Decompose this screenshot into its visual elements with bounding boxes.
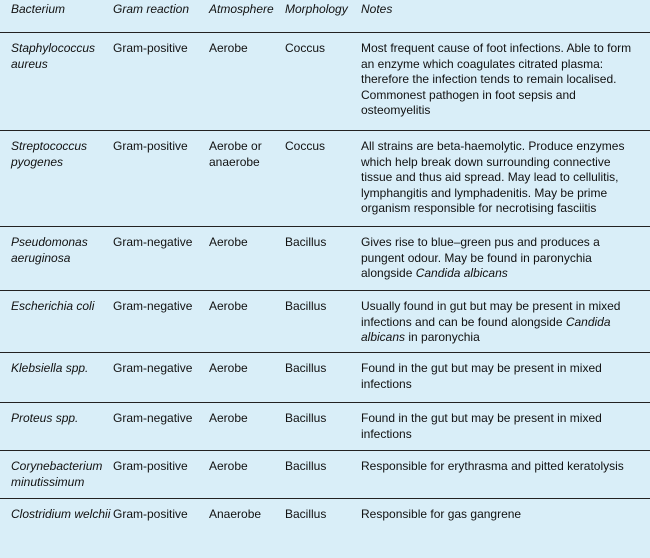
table-row: [0, 131, 650, 227]
table-row: [0, 451, 650, 499]
cell-gram: Gram-negative: [113, 299, 193, 313]
notes-text: Gives rise to blue–green pus and produces a pungent odour. May be found in paronychia alongside: [361, 235, 600, 281]
header-notes: Notes: [361, 0, 650, 33]
header-morphology: Morphology: [285, 0, 361, 33]
cell-atmosphere: Aerobe or anaerobe: [209, 139, 262, 169]
cell-notes: Responsible for erythrasma and pitted keratolysis: [361, 459, 624, 473]
header-gram-reaction: Gram reaction: [113, 0, 209, 33]
notes-organism-name: Candida albicans: [415, 266, 508, 281]
cell-atmosphere: Aerobe: [209, 235, 248, 249]
cell-gram: Gram-negative: [113, 411, 193, 425]
cell-atmosphere: Anaerobe: [209, 507, 262, 521]
cell-atmosphere: Aerobe: [209, 41, 248, 55]
cell-morphology: Bacillus: [285, 507, 327, 521]
cell-notes: Found in the gut but may be present in mixed infections: [361, 411, 602, 441]
cell-bacterium: Staphylococcus aureus: [11, 41, 96, 71]
table-row: [0, 403, 650, 451]
table-row: [0, 33, 650, 131]
header-row: [0, 0, 650, 33]
cell-gram: Gram-positive: [113, 139, 188, 153]
cell-gram: Gram-positive: [113, 459, 188, 473]
cell-morphology: Bacillus: [285, 411, 327, 425]
cell-bacterium: Clostridium welchii: [11, 507, 111, 521]
table-row: [0, 353, 650, 403]
cell-morphology: Bacillus: [285, 361, 327, 375]
table-row: [0, 499, 650, 555]
table-row: [0, 291, 650, 353]
cell-gram: Gram-positive: [113, 41, 188, 55]
cell-bacterium: Pseudomonas aeruginosa: [11, 235, 88, 265]
table-row: [0, 227, 650, 291]
notes-text-tail: in paronychia: [405, 330, 480, 345]
cell-gram: Gram-negative: [113, 235, 193, 249]
cell-atmosphere: Aerobe: [209, 299, 248, 313]
cell-notes: Responsible for gas gangrene: [361, 507, 522, 521]
cell-atmosphere: Aerobe: [209, 411, 248, 425]
notes-text: Usually found in gut but may be present in mixed infections and can be found alongside: [361, 299, 621, 329]
cell-morphology: Coccus: [285, 41, 326, 55]
cell-atmosphere: Aerobe: [209, 459, 248, 473]
cell-gram: Gram-negative: [113, 361, 193, 375]
cell-morphology: Coccus: [285, 139, 326, 153]
cell-notes: Most frequent cause of foot infections. Able to form an enzyme which coagulates citrated plasma: therefore the infection tends to remain localised. Commonest pathogen in foot sepsis and osteomyelitis: [361, 41, 632, 118]
cell-morphology: Bacillus: [285, 235, 327, 249]
header-atmosphere: Atmosphere: [209, 0, 285, 33]
cell-notes: [361, 227, 650, 291]
cell-morphology: Bacillus: [285, 299, 327, 313]
cell-atmosphere: Aerobe: [209, 361, 248, 375]
cell-notes: [361, 291, 650, 353]
cell-bacterium: Corynebacterium minutissimum: [11, 459, 103, 489]
cell-bacterium: Klebsiella spp.: [11, 361, 89, 375]
notes-organism-name: Candida albicans: [361, 314, 611, 345]
header-bacterium: Bacterium: [0, 0, 113, 33]
cell-bacterium: Escherichia coli: [11, 299, 95, 313]
cell-bacterium: Streptococcus pyogenes: [11, 139, 88, 169]
cell-bacterium: Proteus spp.: [11, 411, 79, 425]
cell-gram: Gram-positive: [113, 507, 188, 521]
cell-notes: Found in the gut but may be present in mixed infections: [361, 361, 602, 391]
cell-morphology: Bacillus: [285, 459, 327, 473]
cell-notes: All strains are beta-haemolytic. Produce enzymes which help break down surrounding connective tissue and thus aid spread. May lead to cellulitis, lymphangitis and lymphadenitis. May be prime organism responsible for necrotising fasciitis: [361, 139, 625, 216]
